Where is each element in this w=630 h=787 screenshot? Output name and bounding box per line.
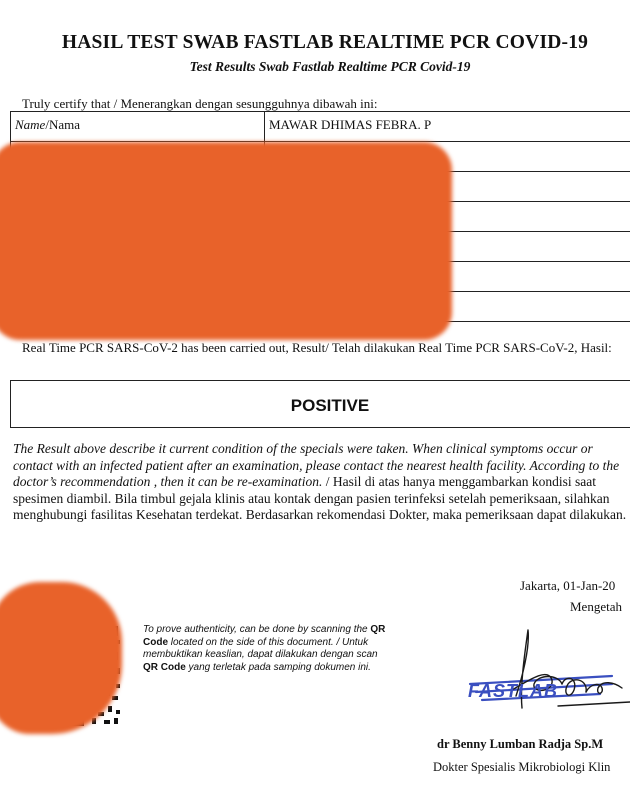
auth-text-2: located on the side of this document. / Untuk membuktikan keaslian, dapat dilakukan dengan scan	[143, 636, 378, 660]
auth-text-1: To prove authenticity, can be done by scanning the	[143, 624, 371, 635]
auth-text-3: yang terletak pada samping dokumen ini.	[185, 661, 371, 673]
place-date: Jakarta, 01-Jan-20	[520, 578, 616, 593]
name-label-en: Name	[15, 117, 46, 132]
doctor-title: Dokter Spesialis Mikrobiologi Klin	[433, 760, 611, 774]
disclaimer-id: / Hasil di atas hanya menggambarkan kondisi saat spesimen diambil. Bila timbul gejala klinis atau kontak dengan pasien terinfeksi setelah pemeriksaan, silahkan menghubungi fasilitas Kesehatan terdekat. Berdasarkan rekomendasi Dokter, maka pemeriksaan dapat dilakukan.	[13, 474, 627, 523]
authenticity-note	[143, 624, 393, 674]
name-value: MAWAR DHIMAS FEBRA. P	[265, 112, 630, 142]
auth-qr-1: QR Code	[143, 624, 386, 648]
doctor-name: dr Benny Lumban Radja Sp.M	[437, 737, 604, 751]
name-label	[11, 112, 265, 142]
stamp-text: FASTLAB	[468, 681, 558, 701]
acknowledged-label: Mengetah	[570, 599, 622, 614]
table-row	[11, 112, 630, 142]
certify-text: Truly certify that / Menerangkan dengan sesungguhnya dibawah ini:	[22, 96, 378, 111]
auth-qr-2: QR Code	[143, 661, 186, 673]
pcr-statement: Real Time PCR SARS-CoV-2 has been carried out, Result/ Telah dilakukan Real Time PCR SARS-CoV-2, Hasil:	[22, 340, 612, 355]
result-disclaimer	[13, 441, 630, 524]
document-title: HASIL TEST SWAB FASTLAB REALTIME PCR COVID-19	[61, 32, 589, 53]
document-subtitle: Test Results Swab Fastlab Realtime PCR Covid-19	[189, 59, 471, 74]
result-value: POSITIVE	[290, 396, 370, 415]
redaction-overlay	[0, 142, 452, 340]
signature-icon	[462, 618, 630, 728]
name-label-id: /Nama	[45, 117, 80, 132]
disclaimer-en: The Result above describe it current condition of the specials were taken. When clinical symptoms occur or contact with an infected patient after an examination, please contact the nearest health facility. According to the doctor’s recommendation , then it can be re-examination.	[13, 441, 620, 490]
redaction-overlay-qr	[0, 582, 122, 734]
